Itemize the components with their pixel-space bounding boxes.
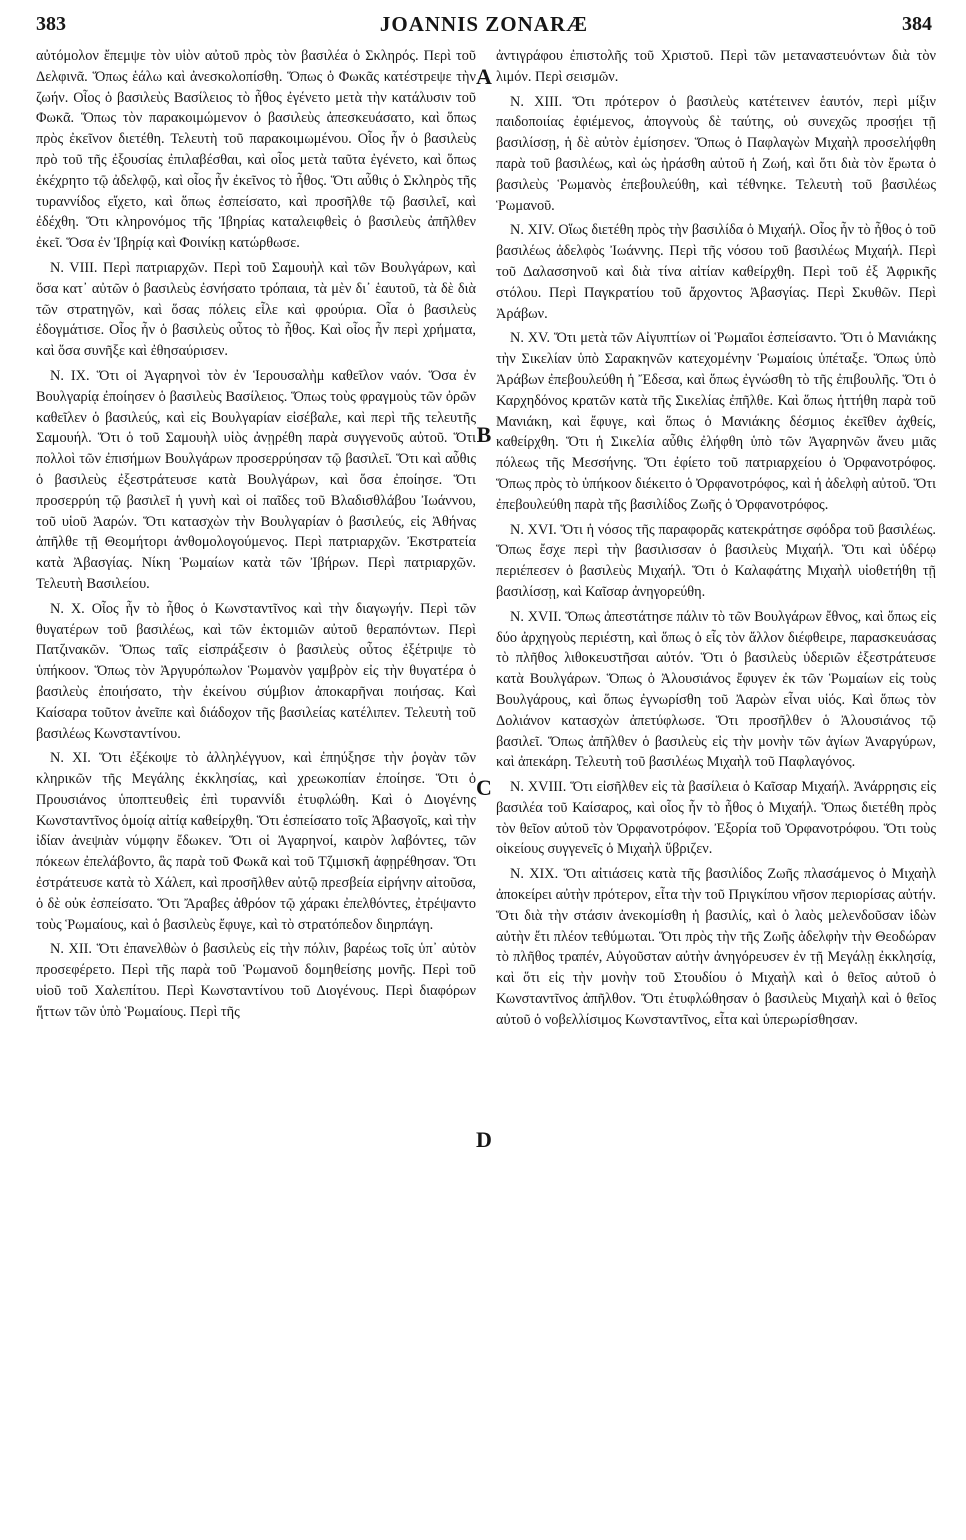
section-marker-b: B xyxy=(476,422,492,447)
section-marker-d: D xyxy=(476,1127,492,1152)
right-column xyxy=(496,46,936,1035)
paragraph: N. XIV. Οἵως διετέθη πρὸς τὴν βασιλίδα ὁ Μιχαήλ. Οἷος ἦν τὸ ἦθος ὁ τοῦ βασιλέως ἀδελφὸς Ἰωάννης. Περὶ τῆς νόσου τοῦ βασιλέως Μιχαήλ. Περὶ τοῦ Δαλασσηνοῦ καὶ διὰ τίνα αἰτίαν καθείρχθη. Περὶ τοῦ ἐξ Ἀφρικῆς στόλου. Περὶ Παγκρατίου τοῦ ἄρχοντος Ἀβασγίας. Περὶ Σκυθῶν. Περὶ Ἀράβων. xyxy=(496,222,936,322)
running-title: JOANNIS ZONARÆ xyxy=(379,11,589,36)
paragraph: αὐτόμολον ἔπεμψε τὸν υἱὸν αὐτοῦ πρὸς τὸν βασιλέα ὁ Σκληρός. Περὶ τοῦ Δελφινᾶ. Ὅπως ἑάλω καὶ ἀνεσκολοπίσθη. Ὅπως ὁ Φωκᾶς κατέστρεψε τὴν ζωήν. Οἷος ὁ βασιλεὺς Βασίλειος τὸ ἦθος ἐγένετο μετὰ τὴν κατάλυσιν τοῦ Φωκᾶ. Ὅπως τὸν παρακοιμώμενον ὁ βασιλεὺς ἀπεσκευάσατο, καὶ ὅπως πρὸς ἐκεῖνον διετέθη. Τελευτὴ τοῦ παρακοιμωμένου. Οἷος ἦν ὁ βασιλεὺς πρὸ τοῦ τῆς ἐξουσίας ἐπιλαβέσθαι, καὶ οἷος μετὰ ταῦτα ἐγένετο, καὶ ὅπως ἐκέχρητο τῷ ἀδελφῷ, καὶ οἷος ἦν ἐκεῖνος τὸ ἦθος. Ὅτι αὖθις ὁ Σκληρὸς τῆς τυραννίδος εἴχετο, καὶ ὅπως ἐσπείσατο, καὶ προσῆλθε τῷ βασιλεῖ, καὶ ἐδέχθη. Ὅτι κληρονόμος τῆς Ἰβηρίας καταλειφθεὶς ὁ βασιλεὺς ἀπῆλθεν ἐκεῖ. Ὅσα ἐν Ἰβηρίᾳ καὶ Φοινίκῃ κατώρθωσε. xyxy=(36,48,476,252)
left-column xyxy=(36,46,476,1027)
left-page-number: 383 xyxy=(36,12,66,35)
paragraph: N. XI. Ὅτι ἐξέκοψε τὸ ἀλληλέγγυον, καὶ ἐπηύξησε τὴν ῥογὰν τῶν κληρικῶν τῆς Μεγάλης ἐκκλησίας, καὶ χρεωκοπίαν ἐποίησε. Ὅτι ὁ Προυσιάνος ὑποπτευθεὶς ἐπὶ τυραννίδι ἐτυφλώθη. Καὶ ὁ Διογένης Κωνσταντῖνος ὁμοίᾳ αἰτίᾳ καθείρχθη. Ὅτι ἐσπείσατο τοῖς Ἀβασγοῖς, καὶ τὴν ἰδίαν ἀνεψιὰν νύμφην ἔδωκεν. Ὅτι οἱ Ἀγαρηνοί, καιρὸν λαβόντες, τῶν πόκεων ἐπελάβοντο, ἃς παρὰ τοῦ Φωκᾶ καὶ τοῦ Τζιμισκῆ ἀφῃρέθησαν. Ὅτι ἐστράτευσε κατὰ τὸ Χάλεπ, καὶ προσῆλθεν αὐτῷ πρεσβεία εἰρήνην αἰτοῦσα, ὁ δὲ οὐκ ἐσπείσατο. Ὅτι Ἄραβες ἀθρόον τῷ χάρακι ἐπελθόντες, ἐτρέψαντο τοὺς Ῥωμαίους, καὶ ὁ βασιλεὺς ἔφυγε, καὶ τὸ στρατόπεδον διηρπάγη. xyxy=(36,750,476,933)
paragraph: N. IX. Ὅτι οἱ Ἀγαρηνοὶ τὸν ἐν Ἱερουσαλὴμ καθεῖλον ναόν. Ὅσα ἐν Βουλγαρίᾳ ἐποίησεν ὁ βασιλεὺς Βασίλειος. Ὅπως τοὺς φραγμοὺς τῶν ὀρῶν καθεῖλεν ὁ βασιλεύς, καὶ εἰς Βουλγαρίαν εἰσέβαλε, καὶ περὶ τῆς τελευτῆς Σαμουήλ. Ὅτι ὁ τοῦ Σαμουὴλ υἱὸς ἀνῃρέθη παρὰ συγγενοῦς αὐτοῦ. Ὅτι πολλοὶ τῶν ἐπισήμων Βουλγάρων προσερρύησαν τῷ βασιλεῖ. Ὅτι καὶ αὖθις ὁ βασιλεὺς ἐξεστράτευσε κατὰ Βουλγάρων, καὶ ὅσα ἐποίησε. Ὅτι προσερρύη τῷ βασιλεῖ ἡ γυνὴ καὶ οἱ παῖδες τοῦ Βλαδισθλάβου Ἰωάννου, τοῦ υἱοῦ Ἀαρών. Ὅτι κατασχὼν τὴν Βουλγαρίαν ὁ βασιλεύς, εἰς Ἀθήνας ἀπῆλθε τῇ Θεομήτορι ἀνθομολογούμενος. Περὶ πατριαρχῶν. Ἐκστρατεία κατὰ Ἀβασγίας. Νίκη Ῥωμαίων κατὰ τῶν Ἰβήρων. Περὶ πατριαρχῶν. Τελευτὴ Βασιλείου. xyxy=(36,367,476,592)
paragraph: N. XIX. Ὅτι αἰτιάσεις κατὰ τῆς βασιλίδος Ζωῆς πλασάμενος ὁ Μιχαὴλ ἀποκείρει αὐτὴν πρότερον, εἶτα τὴν τοῦ Πριγκίπου νῆσον περιορίσας αὐτήν. Ὅτι διὰ τὴν στάσιν ἀνεκομίσθη ἡ βασιλίς, καὶ ὁ λαὸς μελενδοῦσαν ἰδὼν αὐτὴν ἔτι πλέον τεθύμωται. Ὅτι πρὸς τὴν τῆς Ζωῆς ἀδελφὴν τὴν Θεοδώραν τὸ πλῆθος τραπέν, Αὐγοῦσταν αὐτὴν ἀνηγόρευσεν ἐν τῇ Μεγάλῃ ἐκκλησίᾳ, καὶ ὅτι εἰς τὴν μονὴν τοῦ Στουδίου ὁ Μιχαὴλ καὶ ὁ θεῖος αὐτοῦ ὁ Κωνσταντῖνος ἀπῆλθον. Ὅτι ἐτυφλώθησαν ὁ βασιλεὺς Μιχαὴλ καὶ ὁ θεῖος αὐτοῦ ὁ νοβελλίσιμος Κωνσταντῖνος, εἶτα καὶ ὑπερωρίσθησαν. xyxy=(496,866,936,1028)
paragraph: N. XIII. Ὅτι πρότερον ὁ βασιλεὺς κατέτεινεν ἑαυτόν, περὶ μίξιν παιδοποιίας ἐφιέμενος, ἀπογνοὺς δὲ ταύτης, οὐ συνεχῶς προσῄει τῇ βασιλίσσῃ, ἡ δὲ αὐτὸν ἐμίσησεν. Ὅπως ὁ Παφλαγὼν Μιχαὴλ προσελήφθη παρὰ τοῦ βασιλέως, καὶ ὡς ἠράσθη αὐτοῦ ἡ Ζωή, καὶ ὅτι διὰ τὸν ἔρωτα ὁ βασιλεὺς Ῥωμανὸς ἐπεβουλεύθη, καὶ τέθνηκε. Τελευτὴ τοῦ βασιλέως Ῥωμανοῦ. xyxy=(496,93,936,214)
page-header xyxy=(36,6,932,42)
paragraph: N. X. Οἷος ἦν τὸ ἦθος ὁ Κωνσταντῖνος καὶ τὴν διαγωγήν. Περὶ τῶν θυγατέρων τοῦ βασιλέως, καὶ τῶν ἐκτομιῶν αὐτοῦ θεραπόντων. Περὶ Πατζινακῶν. Ὅπως ταῖς εἰσπράξεσιν ὁ βασιλεὺς οὗτος ἐξέτριψε τὸ ὑπήκοον. Ὅπως τὸν Ἀργυρόπωλον Ῥωμανὸν γαμβρὸν εἰς τὴν θυγατέρα ὁ βασιλεὺς ἐποιήσατο, τὴν ἐκείνου σύμβιον ἀποκαρῆναι ποιήσας. Καὶ Καίσαρα τοῦτον ἀνεῖπε καὶ διάδοχον τῆς βασιλείας κατέλιπεν. Τελευτὴ τοῦ βασιλέως Κωνσταντίνου. xyxy=(36,600,476,742)
paragraph: N. XVIII. Ὅτι εἰσῆλθεν εἰς τὰ βασίλεια ὁ Καῖσαρ Μιχαήλ. Ἀνάρρησις εἰς βασιλέα τοῦ Καίσαρος, καὶ οἷος ἦν τὸ ἦθος ὁ Μιχαήλ. Ὅπως διετέθη πρὸς τὸν θεῖον αὐτοῦ τὸν Ὀρφανοτρόφον. Ἐξορία τοῦ Ὀρφανοτρόφου. Ὅτι τοὺς οἰκείους συγγενεῖς ὁ Μιχαὴλ ὕβριζεν. xyxy=(496,779,936,858)
paragraph: ἀντιγράφου ἐπιστολῆς τοῦ Χριστοῦ. Περὶ τῶν μεταναστευόντων διὰ τὸν λιμόν. Περὶ σεισμῶν. xyxy=(496,48,936,85)
paragraph: N. XII. Ὅτι ἐπανελθὼν ὁ βασιλεὺς εἰς τὴν πόλιν, βαρέως τοῖς ὑπ᾽ αὐτὸν προσεφέρετο. Περὶ τῆς παρὰ τοῦ Ῥωμανοῦ δομηθείσης μονῆς. Περὶ τοῦ υἱοῦ τοῦ Χαλεπίτου. Περὶ Κωνσταντίνου τοῦ Διογένους. Περὶ διαφόρων ἥττων τῶν ὑπὸ Ῥωμαίους. Περὶ τῆς xyxy=(36,941,476,1020)
paragraph: N. XVI. Ὅτι ἡ νόσος τῆς παραφορᾶς κατεκράτησε σφόδρα τοῦ βασιλέως. Ὅπως ἔσχε περὶ τὴν βασιλισσαν ὁ βασιλεὺς Μιχαήλ. Ὅτι καὶ ὑδέρῳ περιέπεσεν ὁ βασιλεὺς Μιχαήλ. Ὅτι ὁ Καλαφάτης Μιχαὴλ υἱοθετήθη τῇ βασιλίσσῃ, καὶ Καῖσαρ ἀνηγορεύθη. xyxy=(496,521,936,600)
section-marker-a: A xyxy=(476,64,492,89)
right-page-number: 384 xyxy=(902,12,932,35)
paragraph: N. XV. Ὅτι μετὰ τῶν Αἰγυπτίων οἱ Ῥωμαῖοι ἐσπείσαντο. Ὅτι ὁ Μανιάκης τὴν Σικελίαν ὑπὸ Σαρακηνῶν κατεχομένην Ῥωμαίοις ὑπέταξε. Ὅπως ὑπὸ Ἀράβων ἐπεβουλεύθη ἡ Ἔδεσα, καὶ ὅπως ἐγνώσθη τὸ τῆς ἐπιβουλῆς. Ὅτι ὁ Καρχηδόνος κρατῶν κατὰ τῆς Σικελίας ἐπῆλθε. Καὶ ὅπως ἡττήθη παρὰ τοῦ Μανιάκη, καὶ ἔφυγε, καὶ ὅπως ὁ Μανιάκης δέσμιος ἐκεῖθεν ἀχθείς, καθείρχθη. Ὅτι ἡ Σικελία αὖθις ἐλήφθη ὑπὸ τῶν Ἀγαρηνῶν ἄνευ μιᾶς πόλεως τῆς Μεσσήνης. Ὅτι ἐφίετο τοῦ πατριαρχείου ὁ Ὀρφανοτρόφος. Ὅπως πρὸς τὸ ὑπήκοον διέκειτο ὁ Ὀρφανοτρόφος, καὶ ἡ ἀδελφὴ αὐτοῦ. Ὅτι ἐπεβουλεύθη παρὰ τῆς βασιλίδος Ζωῆς ὁ Ὀρφανοτρόφος. xyxy=(496,330,936,513)
paragraph: N. XVII. Ὅπως ἀπεστάτησε πάλιν τὸ τῶν Βουλγάρων ἔθνος, καὶ ὅπως εἰς δύο ἀρχηγοὺς περιέστη, καὶ ὅπως ὁ εἷς τὸν ἄλλον διέφθειρε, παρασκευάσας τὸ πλῆθος λιθοκευστῆσαι αὐτόν. Ὅτι ὁ βασιλεὺς ὑδεριῶν ἐξεστράτευσε κατὰ Βουλγάρων. Ὅπως ὁ Ἀλουσιάνος ἔφυγεν ἐκ τῶν Ῥωμαίων εἰς τοὺς Βουλγάρους, καὶ ὅπως ἐγνωρίσθη τοῦ Ἀαρὼν εἶναι υἱός. Καὶ ὅπως τὸν Δολιάνον κατασχὼν ἀπετύφλωσε. Ὅτι προσῆλθεν ὁ Ἀλουσιάνος τῷ βασιλεῖ. Ὅπως ἀπῆλθεν ὁ βασιλεὺς εἰς τὴν μονὴν τῶν ἁγίων Ἀναργύρων, καὶ ἀπεκάρη. Τελευτὴ τοῦ βασιλέως Μιχαὴλ τοῦ Παφλαγόνος. xyxy=(496,608,936,771)
paragraph: N. VIII. Περὶ πατριαρχῶν. Περὶ τοῦ Σαμουὴλ καὶ τῶν Βουλγάρων, καὶ ὅσα κατ᾽ αὐτῶν ὁ βασιλεὺς ἐσνήσατο τρόπαια, τὰ μὲν δι᾽ ἑαυτοῦ, τὰ δὲ διὰ τῶν στρατηγῶν, καὶ ὅσας πόλεις εἷλε καὶ φρούρια. Οἷα ὁ βασιλεὺς ἐδογμάτισε. Οἷος ἦν ὁ βασιλεὺς οὗτος τὸ ἦθος. Καὶ οἷος ἦν περὶ χρήματα, καὶ ὅσα συνῆξε καὶ ἐθησαύρισεν. xyxy=(36,259,476,360)
section-marker-c: C xyxy=(476,775,492,800)
